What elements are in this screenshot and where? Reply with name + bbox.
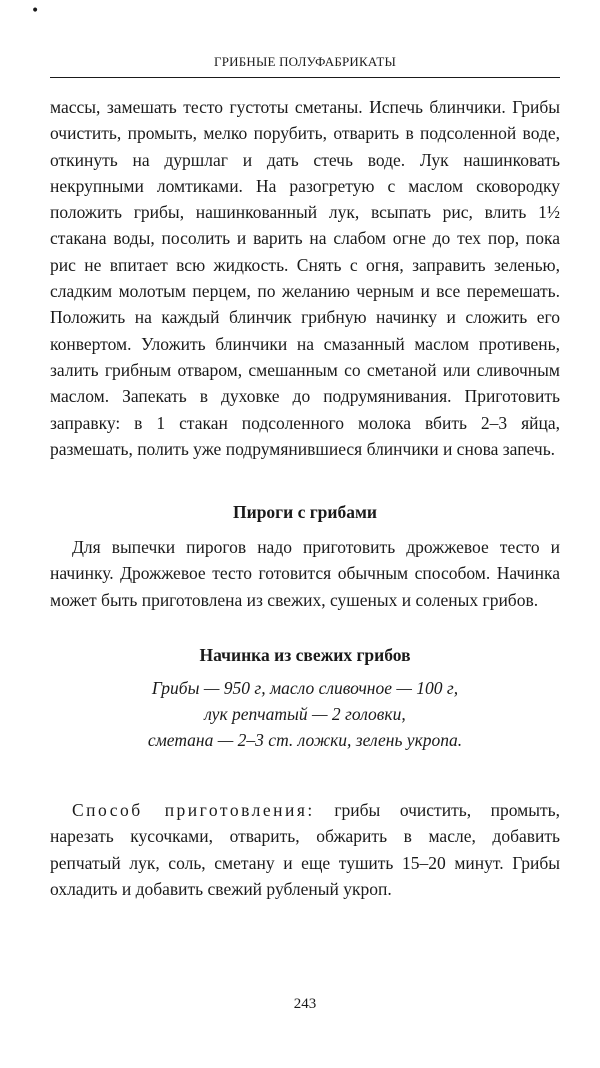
paragraph-blinchiki: массы, замешать тесто густоты сметаны. Испечь блинчики. Грибы очистить, промыть, мелко порубить, отварить в подсоленной воде, откинуть на дуршлаг и дать стечь воде. Лук нашинковать некрупными ломтиками. На разогретую с маслом сковородку положить грибы, нашинкованный лук, всыпать рис, влить 1½ стакана воды, посолить и варить на слабом огне до тех пор, пока рис не впитает всю жидкость. Снять с огня, заправить зеленью, сладким молотым перцем, по желанию черным и все перемешать. Положить на каждый блинчик грибную начинку и сложить его конвертом. Уложить блинчики на смазанный маслом противень, залить грибным отваром, смешанным со сметаной или сливочным маслом. Запекать в духовке до подрумянивания. Приготовить заправку: в 1 стакан подсоленного молока вбить 2–3 яйца, размешать, полить уже подрумянившиеся блинчики и снова запечь.: [50, 97, 560, 459]
running-header: ГРИБНЫЕ ПОЛУФАБРИКАТЫ: [213, 54, 397, 69]
page-number: 243: [293, 996, 317, 1012]
ingredient-line: Грибы — 950 г, масло сливочное — 100 г,: [151, 678, 459, 699]
ingredient-line: сметана — 2–3 ст. ложки, зелень укропа.: [147, 730, 463, 751]
heading-nachinka: Начинка из свежих грибов: [199, 645, 411, 666]
paragraph-pirogi: Для выпечки пирогов надо приготовить дрожжевое тесто и начинку. Дрожжевое тесто готовится обычным способом. Начинка может быть приготовлена из свежих, сушеных и соленых грибов.: [50, 537, 560, 610]
method-text: грибы очистить, промыть, нарезать кусочками, отварить, обжарить в масле, добавить репчатый лук, соль, сметану и еще тушить 15–20 минут. Грибы охладить и добавить свежий рубленый укроп.: [50, 800, 560, 899]
heading-pirogi: Пироги с грибами: [233, 502, 377, 523]
header-rule: [50, 77, 560, 78]
corner-mark: •: [31, 3, 40, 19]
method-label: Способ приготовления:: [72, 800, 315, 821]
paragraph-method: [50, 797, 560, 902]
ingredient-line: лук репчатый — 2 головки,: [204, 704, 406, 725]
page-body: [50, 94, 560, 902]
ingredients-list: [50, 675, 560, 753]
